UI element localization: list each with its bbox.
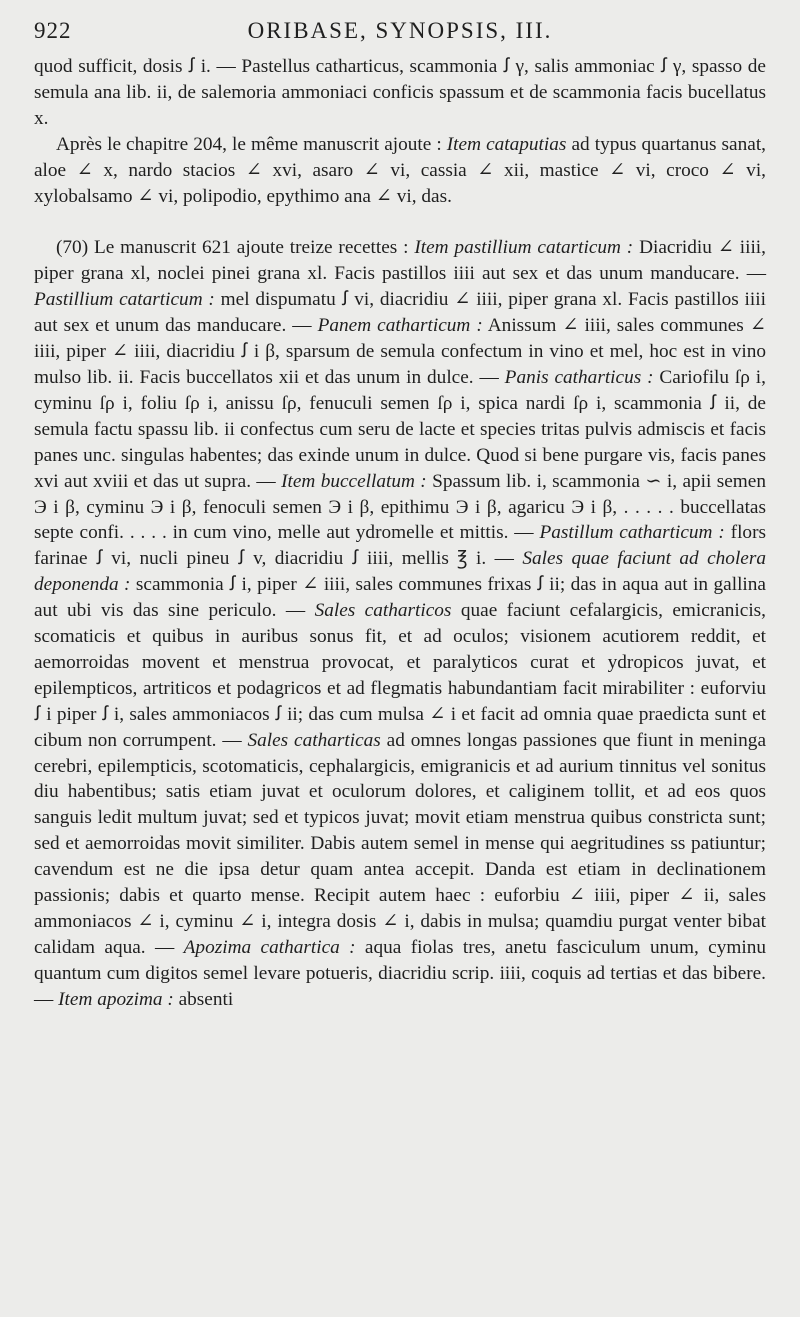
text-segment: Après le chapitre 204, le même manuscrit ajoute : xyxy=(56,133,447,155)
text-segment: aqua fiolas tres, anetu fasciculum unum, cyminu quantum cum digitos semel levare potueris, diacridiu scrip. iiii, coquis ad tertias et das bibere. — xyxy=(34,936,766,1010)
italic-segment: Sales catharticos xyxy=(314,600,452,622)
italic-segment: Sales quae faciunt ad cholera deponenda : xyxy=(34,548,766,596)
text-segment: Spassum lib. i, scammonia ∽ i, apii semen Э i β, cyminu Э i β, fenoculi semen Э i β, epithimu Э i β, agaricu Э i β, . . . . . buccellatas septe confi. . . . . in cum vino, melle aut ydromelle et mittis. — xyxy=(34,470,766,544)
paragraph-note70 xyxy=(34,235,766,1012)
paragraph-text xyxy=(34,132,766,210)
running-head xyxy=(34,18,766,54)
italic-segment: Pastillum catharticum : xyxy=(539,522,725,544)
text-segment: ad typus quartanus sanat, aloe ∠ x, nardo stacios ∠ xvi, asaro ∠ vi, cassia ∠ xii, mastice ∠ vi, croco ∠ vi, xylobalsamo ∠ vi, polipodio, epythimo ana ∠ vi, das. xyxy=(34,133,766,207)
italic-segment: Apozima cathartica : xyxy=(183,936,356,958)
italic-segment: Item buccellatum : xyxy=(281,470,427,492)
paragraph-apres xyxy=(34,132,766,210)
paragraph-cont xyxy=(34,54,766,132)
paragraph-text xyxy=(34,235,766,1012)
italic-segment: Panis catharticus : xyxy=(504,366,654,388)
italic-segment: Panem catharticum : xyxy=(317,315,483,337)
text-segment: absenti xyxy=(173,988,234,1010)
text-segment: Diacridiu ∠ iiii, piper grana xl, noclei pinei grana xl. Facis pastillos iiii aut sex et das unum manducare. — xyxy=(34,237,766,285)
paragraph-text xyxy=(34,54,766,132)
text-segment: scammonia ꭍ i, piper ∠ iiii, sales communes frixas ꭍ ii; das in aqua aut in gallina aut ubi vis das sine periculo. — xyxy=(34,574,766,622)
text-segment: ad omnes longas passiones que fiunt in meninga cerebri, epilempticis, scotomaticis, cephalargicis, emigranicis et ad aurium tinnitus vel sonitus diu habentibus; satis etiam juvat et oculorum dolores, et caliginem tollit, et ad eos quos sanguis ledit multum juvat; sed et typicos juvat; movit etiam menstrua quibus constricta sunt; sed et aemorroidas movit similiter. Dabis autem semel in mense qui aegritudines ss patiuntur; cavendum est ne die ipsa detur quam antea accepit. Danda est etiam in declinationem passionis; dabis et quarto mense. Recipit autem haec : euforbiu ∠ iiii, piper ∠ ii, sales ammoniacos ∠ i, cyminu ∠ i, integra dosis ∠ i, dabis in mulsa; quamdiu purgat venter bibat calidam aqua. — xyxy=(34,729,767,958)
italic-segment: Sales catharticas xyxy=(247,729,381,751)
text-segment: flors farinae ꭍ vi, nucli pineu ꭍ v, diacridiu ꭍ iiii, mellis ℥ i. — xyxy=(34,522,766,570)
italic-segment: Item cataputias xyxy=(446,133,567,155)
italic-segment: Item apozima : xyxy=(58,988,174,1010)
italic-segment: Pastillium catarticum : xyxy=(34,289,215,311)
page-number: 922 xyxy=(34,18,72,43)
text-segment: Anissum ∠ iiii, sales communes ∠ iiii, piper ∠ iiii, diacridiu ꭍ i β, sparsum de semula confectum in vino et mel, hoc est in vino mulso lib. ii. Facis buccellatos xii et das unum in dulce. — xyxy=(34,315,766,388)
text-segment: (70) Le manuscrit 621 ajoute treize recettes : xyxy=(56,237,415,259)
text-segment: mel dispumatu ꭍ vi, diacridiu ∠ iiii, piper grana xl. Facis pastillos iiii aut sex et unum das manducare. — xyxy=(34,289,766,337)
text-segment: quae faciunt cefalargicis, emicranicis, scomaticis et quibus in auribus sonus fit, et ad oculos; visionem acutiorem reddit, et aemorroidas movent et menstrua provocat, et paralyticos curat et ydropicos juvat, et epilempticos, artriticos et podagricos et ad flegmatis habundantiam facit mirabiliter : euforviu ꭍ i piper ꭍ i, sales ammoniacos ꭍ ii; das cum mulsa ∠ i et facit ad omnia quae praedicta sunt et cibum non corrumpent. — xyxy=(34,600,767,751)
text-segment: quod sufficit, dosis ꭍ i. — Pastellus catharticus, scammonia ꭍ γ, salis ammoniac ꭍ γ, spasso de semula ana lib. ii, de salemoria ammoniaci conficis spassum et de scammonia facis bucellatus x. xyxy=(34,56,766,129)
italic-segment: Item pastillium catarticum : xyxy=(414,237,634,259)
body-text xyxy=(34,54,766,1013)
text-segment: Cariofilu ſρ i, cyminu ſρ i, foliu ſρ i, anissu ſρ, fenuculi semen ſρ i, spica nardi ſρ i, scammonia ꭍ ii, de semula factu spassu lib. ii confectus cum seru de lacte et species tritas pulvis admiscis et facis panes unc. singulas habentes; das exinde unum in dulce. Quod si bene purgare vis, facis panes xvi aut xviii et das ut supra. — xyxy=(34,366,766,492)
paragraph-gap xyxy=(34,209,766,235)
running-title: ORIBASE, SYNOPSIS, III. xyxy=(247,18,553,43)
